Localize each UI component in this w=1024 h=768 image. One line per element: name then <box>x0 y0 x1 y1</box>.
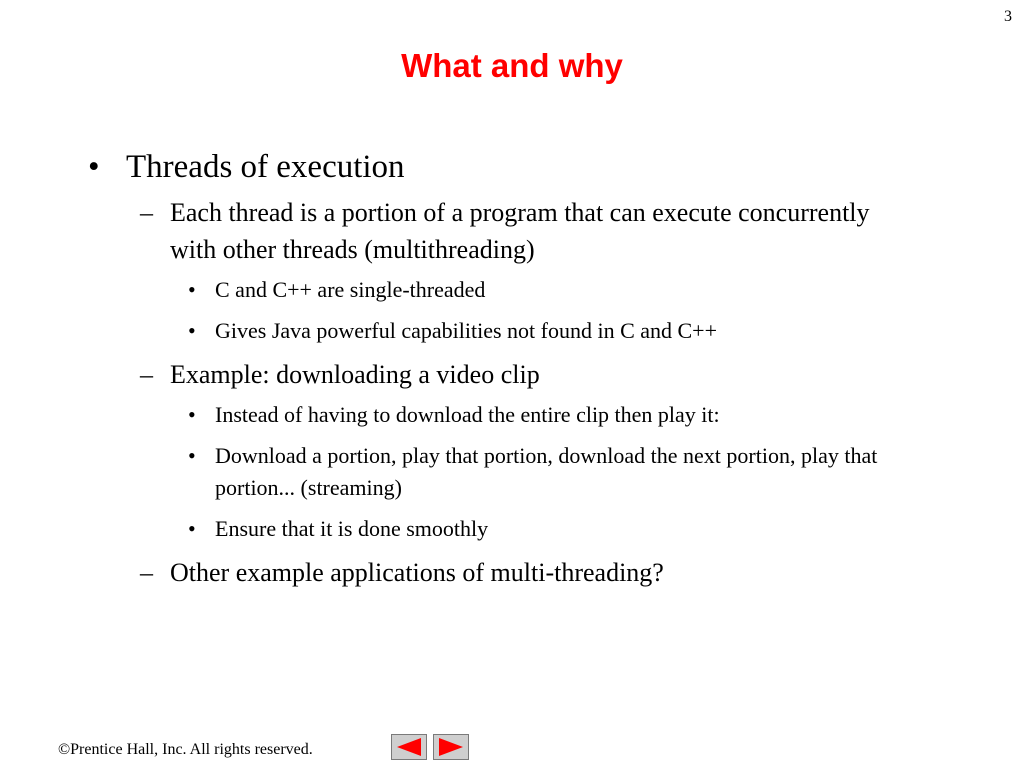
previous-slide-button[interactable] <box>391 734 427 760</box>
dash-marker: – <box>140 558 153 587</box>
bullet-threads-of-execution <box>0 145 1024 189</box>
sub-sub-bullet-text: Instead of having to download the entire clip then play it: <box>215 402 720 427</box>
sub-sub-bullet-single-threaded <box>0 274 880 306</box>
next-slide-button[interactable] <box>433 734 469 760</box>
copyright-symbol: © <box>58 741 71 758</box>
bullet-marker: • <box>88 149 100 185</box>
bullet-marker: • <box>188 318 196 343</box>
sub-sub-bullet-text: Ensure that it is done smoothly <box>215 516 489 541</box>
footer-copyright <box>58 741 313 759</box>
bullet-marker: • <box>188 516 196 541</box>
slide-navigation <box>391 734 469 760</box>
dash-marker: – <box>140 360 153 389</box>
sub-bullet-text: Other example applications of multi-threading? <box>170 558 664 587</box>
sub-sub-bullet-text: Gives Java powerful capabilities not found in C and C++ <box>215 318 717 343</box>
sub-sub-bullet-text: C and C++ are single-threaded <box>215 277 486 302</box>
left-arrow-icon <box>396 738 422 756</box>
bullet-marker: • <box>188 402 196 427</box>
bullet-marker: • <box>188 277 196 302</box>
sub-sub-bullet-smoothly <box>0 513 880 545</box>
sub-sub-bullet-text: Download a portion, play that portion, download the next portion, play that portion... (streaming) <box>215 443 878 500</box>
slide-number: 3 <box>1004 8 1012 25</box>
sub-bullet-thread-definition <box>0 194 870 268</box>
sub-bullet-example-video <box>0 356 870 393</box>
slide-body <box>0 145 1024 597</box>
sub-bullet-other-examples <box>0 554 870 591</box>
slide-title: What and why <box>401 47 623 84</box>
footer-text: Prentice Hall, Inc. All rights reserved. <box>70 741 313 758</box>
sub-bullet-text: Example: downloading a video clip <box>170 360 540 389</box>
sub-bullet-text: Each thread is a portion of a program that can execute concurrently with other threads (multithreading) <box>170 198 870 264</box>
right-arrow-icon <box>438 738 464 756</box>
bullet-text: Threads of execution <box>126 149 405 185</box>
dash-marker: – <box>140 198 153 227</box>
sub-sub-bullet-instead-of-download <box>0 399 880 431</box>
sub-sub-bullet-streaming <box>0 440 880 504</box>
sub-sub-bullet-java-capabilities <box>0 315 880 347</box>
bullet-marker: • <box>188 443 196 468</box>
